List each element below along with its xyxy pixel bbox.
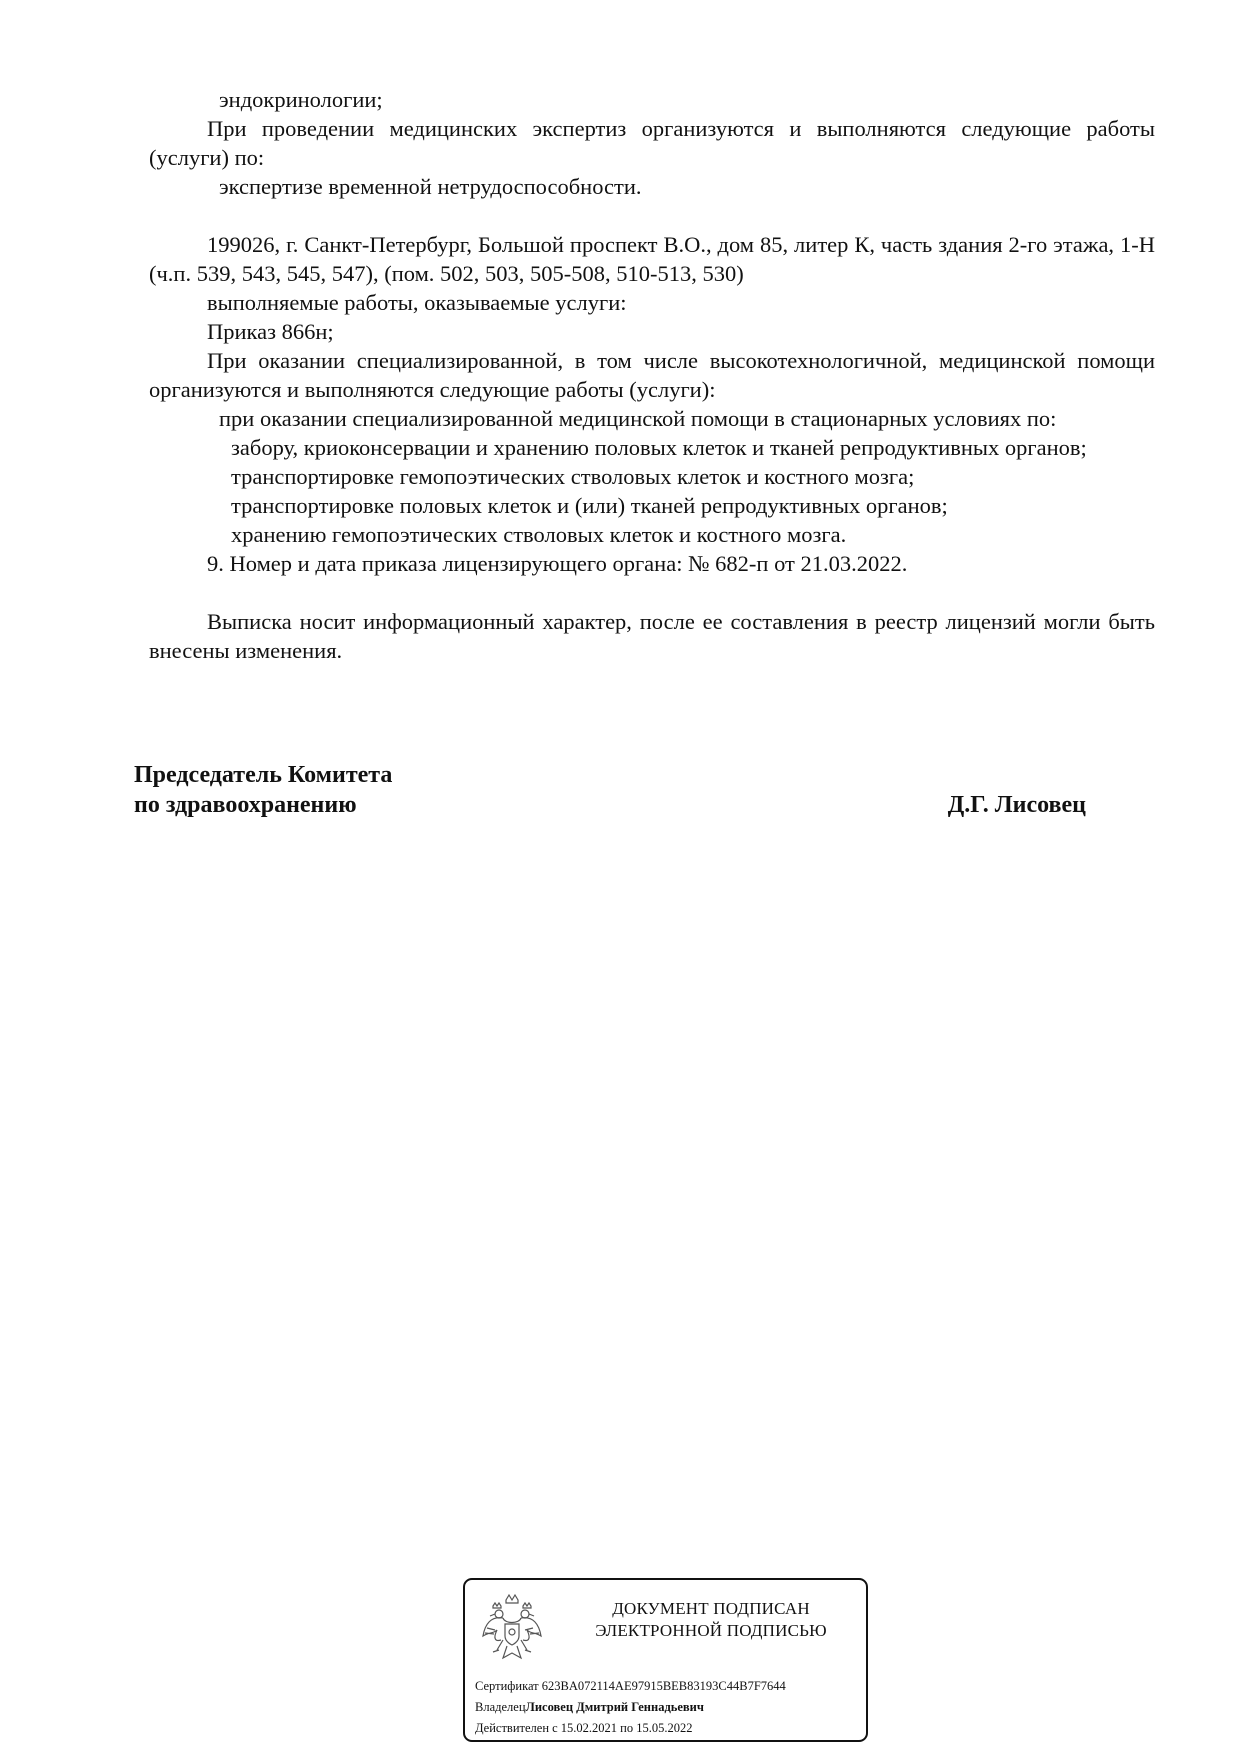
stamp-certificate-row (475, 1676, 865, 1697)
stamp-title (561, 1598, 861, 1642)
paragraph: выполняемые работы, оказываемые услуги: (207, 290, 627, 315)
stamp-title-line1: ДОКУМЕНТ ПОДПИСАН (612, 1599, 810, 1618)
paragraph: транспортировке гемопоэтических стволовых клеток и костного мозга; (231, 464, 915, 489)
signatory-title-line2: по здравоохранению (134, 792, 357, 818)
paragraph: транспортировке половых клеток и (или) тканей репродуктивных органов; (231, 493, 948, 518)
paragraph: При проведении медицинских экспертиз организуются и выполняются следующие работы (услуги) по: (149, 116, 1155, 170)
stamp-title-line2: ЭЛЕКТРОННОЙ ПОДПИСЬЮ (595, 1621, 827, 1640)
blank-line (149, 578, 1155, 607)
stamp-validity: Действителен с 15.02.2021 по 15.05.2022 (475, 1721, 693, 1735)
certificate-label: Сертификат (475, 1679, 539, 1693)
blank-line (149, 201, 1155, 230)
russian-coat-of-arms-icon (479, 1590, 545, 1666)
paragraph: эндокринологии; (219, 87, 383, 112)
certificate-value: 623BA072114AE97915BEB83193C44B7F7644 (541, 1679, 786, 1693)
order-number-paragraph: 9. Номер и дата приказа лицензирующего органа: № 682-п от 21.03.2022. (207, 551, 908, 576)
owner-value: Лисовец Дмитрий Геннадьевич (525, 1700, 704, 1714)
paragraph: экспертизе временной нетрудоспособности. (219, 174, 642, 199)
signatory-title-line1: Председатель Комитета (134, 762, 393, 788)
owner-label: Владелец (475, 1700, 526, 1714)
stamp-owner-row (475, 1697, 865, 1718)
signatory-block (134, 760, 1094, 820)
electronic-signature-stamp (463, 1578, 868, 1742)
paragraph: хранению гемопоэтических стволовых клеток и костного мозга. (231, 522, 847, 547)
paragraph: забору, криоконсервации и хранению половых клеток и тканей репродуктивных органов; (231, 435, 1087, 460)
paragraph: При оказании специализированной, в том числе высокотехнологичной, медицинской помощи организуются и выполняются следующие работы (услуги): (149, 348, 1155, 402)
disclaimer-paragraph: Выписка носит информационный характер, после ее составления в реестр лицензий могли быть внесены изменения. (149, 609, 1155, 663)
paragraph: Приказ 866н; (207, 319, 334, 344)
document-body (149, 85, 1155, 665)
paragraph: при оказании специализированной медицинской помощи в стационарных условиях по: (219, 406, 1057, 431)
address-paragraph: 199026, г. Санкт-Петербург, Большой проспект В.О., дом 85, литер К, часть здания 2-го этажа, 1-Н (ч.п. 539, 543, 545, 547), (пом. 502, 503, 505-508, 510-513, 530) (149, 232, 1155, 286)
stamp-details (475, 1676, 865, 1739)
signatory-name: Д.Г. Лисовец (947, 792, 1086, 818)
